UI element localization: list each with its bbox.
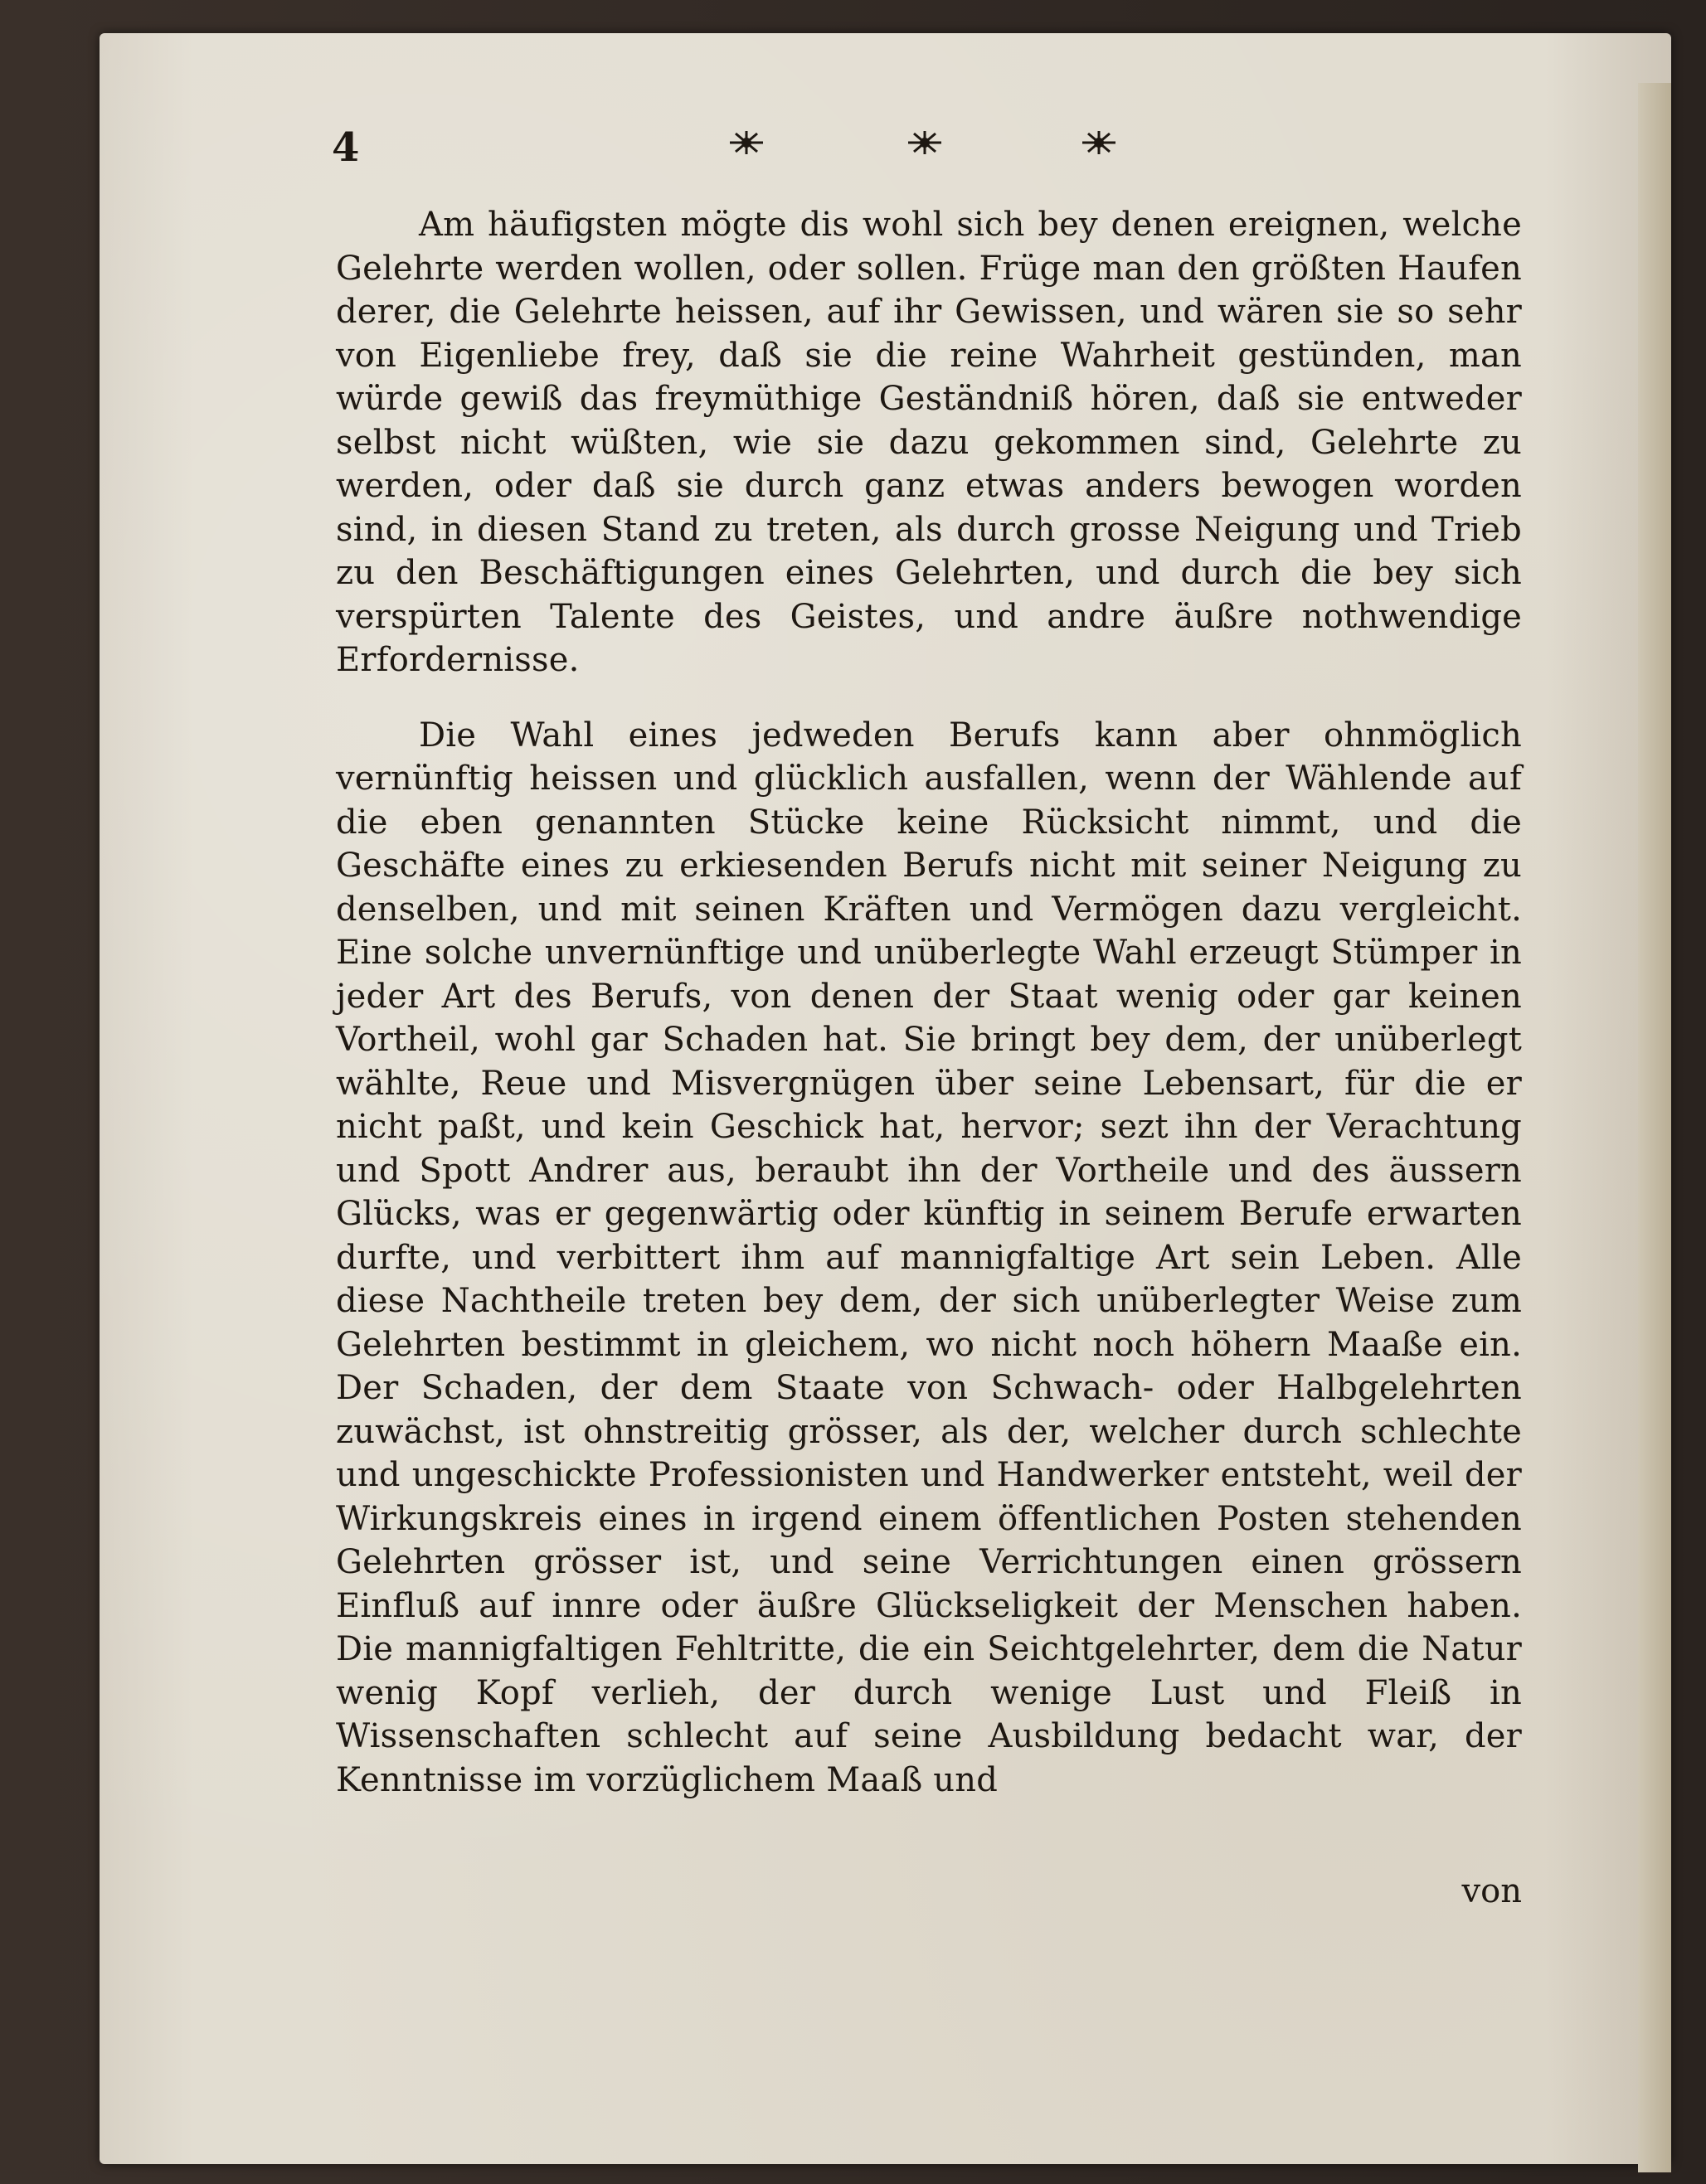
asterism-ornament-icon	[722, 126, 771, 159]
asterism-ornament-icon	[1074, 126, 1124, 159]
page-number: 4	[332, 124, 360, 171]
paragraph: Am häufigsten mögte dis wohl sich bey denen ereignen, welche Gelehrte werden wollen, oder sollen. Früge man den größten Haufen derer, die Gelehrte heissen, auf ihr Gewissen, und wären sie so sehr von Eigenliebe frey, daß sie die reine Wahrheit gestünden, man würde gewiß das freymüthige Geständniß hören, daß sie entweder selbst nicht wüßten, wie sie dazu gekommen sind, Gelehrte zu werden, oder daß sie durch ganz etwas anders bewogen worden sind, in diesen Stand zu treten, als durch grosse Neigung und Trieb zu den Beschäftigungen eines Gelehrten, und durch die bey sich verspürten Talente des Geistes, und andre äußre nothwendige Erfordernisse.	[336, 206, 1522, 679]
body-text	[336, 203, 1522, 1802]
header-ornaments	[697, 126, 1111, 167]
asterism-ornament-icon	[900, 126, 950, 159]
catchword: von	[1461, 1872, 1522, 1910]
page-edge	[1638, 83, 1671, 2172]
page-header	[332, 124, 1534, 174]
paragraph: Die Wahl eines jedweden Berufs kann aber ohnmöglich vernünftig heissen und glücklich ausfallen, wenn der Wählende auf die eben genannten Stücke keine Rücksicht nimmt, und die Geschäfte eines zu erkiesenden Berufs nicht mit seiner Neigung zu denselben, und mit seinen Kräften und Vermögen dazu vergleicht. Eine solche unvernünftige und unüberlegte Wahl erzeugt Stümper in jeder Art des Berufs, von denen der Staat wenig oder gar keinen Vortheil, wohl gar Schaden hat. Sie bringt bey dem, der unüberlegt wählte, Reue und Misvergnügen über seine Lebensart, für die er nicht paßt, und kein Geschick hat, hervor; sezt ihn der Verachtung und Spott Andrer aus, beraubt ihn der Vortheile und des äussern Glücks, was er gegenwärtig oder künftig in seinem Berufe erwarten durfte, und verbittert ihm auf mannigfaltige Art sein Leben. Alle diese Nachtheile treten bey dem, der sich unüberlegter Weise zum Gelehrten bestimmt in gleichem, wo nicht noch höhern Maaße ein. Der Schaden, der dem Staate von Schwach- oder Halbgelehrten zuwächst, ist ohnstreitig grösser, als der, welcher durch schlechte und ungeschickte Professionisten und Handwerker entsteht, weil der Wirkungskreis eines in irgend einem öffentlichen Posten stehenden Gelehrten grösser ist, und seine Verrichtungen einen grössern Einfluß auf innre oder äußre Glückseligkeit der Menschen haben. Die mannigfaltigen Fehltritte, die ein Seichtgelehrter, dem die Natur wenig Kopf verlieh, der durch wenige Lust und Fleiß in Wissenschaften schlecht auf seine Ausbildung bedacht war, der Kenntnisse im vorzüglichem Maaß und	[336, 716, 1522, 1799]
